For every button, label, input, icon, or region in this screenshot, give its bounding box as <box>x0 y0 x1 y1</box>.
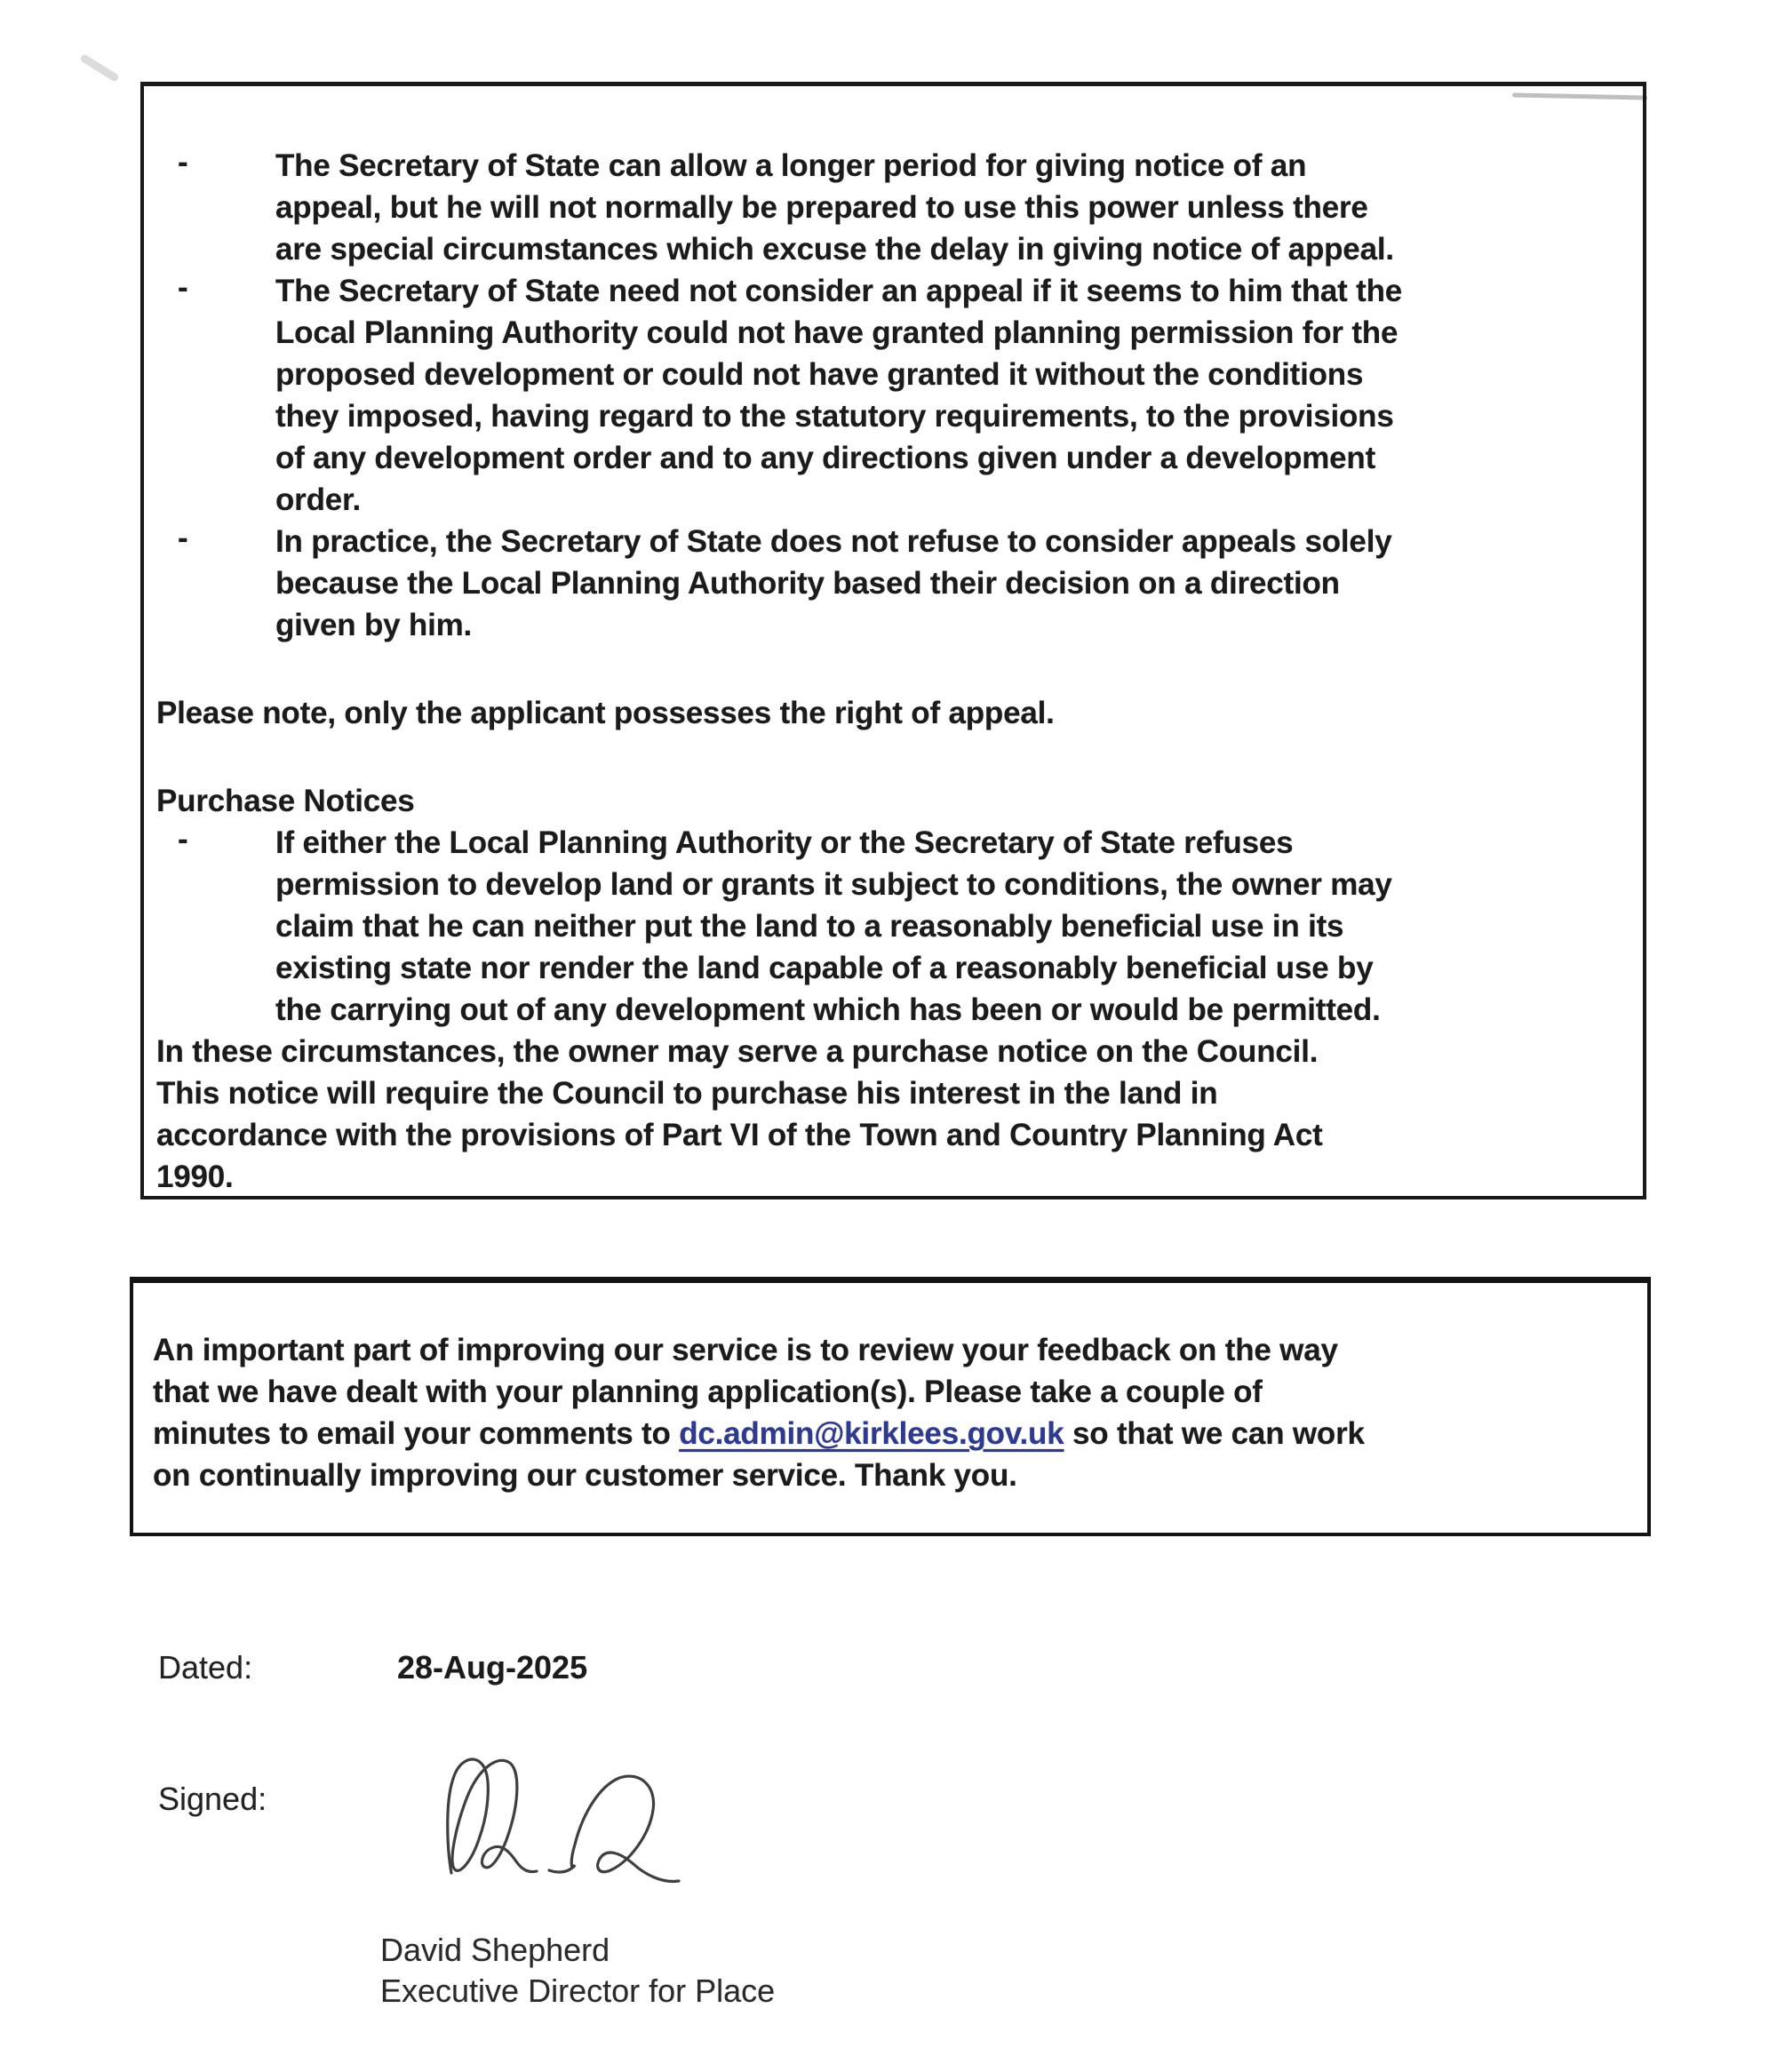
feedback-line3-after: so that we can work <box>1064 1416 1365 1451</box>
text-line: because the Local Planning Authority based their decision on a direction <box>275 566 1340 601</box>
signed-label: Signed: <box>158 1781 267 1817</box>
feedback-line3-before: minutes to email your comments to <box>153 1416 680 1451</box>
bullet-text <box>275 822 1618 1031</box>
text-line: accordance with the provisions of Part VI of the Town and Country Planning Act <box>156 1118 1323 1152</box>
signatory-name: David Shepherd <box>380 1932 610 1968</box>
text-line: 1990. <box>156 1160 234 1194</box>
text-line: If either the Local Planning Authority or the Secretary of State refuses <box>275 825 1294 860</box>
feedback-line: on continually improving our customer service. Thank you. <box>153 1458 1017 1493</box>
text-line: they imposed, having regard to the statutory requirements, to the provisions <box>275 399 1394 434</box>
bullet-dash: - <box>178 145 188 179</box>
text-line: given by him. <box>275 608 473 642</box>
text-line: appeal, but he will not normally be prepared to use this power unless there <box>275 190 1368 225</box>
bullet-text <box>275 521 1618 646</box>
signature <box>442 1749 705 1889</box>
text-line: In these circumstances, the owner may serve a purchase notice on the Council. <box>156 1034 1319 1069</box>
text-line: This notice will require the Council to purchase his interest in the land in <box>156 1076 1218 1111</box>
text-line: existing state nor render the land capable of a reasonably beneficial use by <box>275 951 1374 985</box>
feedback-line: An important part of improving our service is to review your feedback on the way <box>153 1333 1338 1367</box>
bullet-item <box>156 270 1618 521</box>
signatory-title: Executive Director for Place <box>380 1972 776 2009</box>
text-line: order. <box>275 482 362 517</box>
bullet-dash: - <box>178 822 188 857</box>
purchase-closing-paragraph <box>156 1031 1618 1198</box>
feedback-line: that we have dealt with your planning application(s). Please take a couple of <box>153 1375 1263 1409</box>
appeals-notice-box <box>140 82 1646 1199</box>
signature-scribble <box>442 1749 705 1889</box>
text-line: permission to develop land or grants it subject to conditions, the owner may <box>275 867 1392 902</box>
text-line: the carrying out of any development which has been or would be permitted. <box>275 992 1381 1027</box>
bullet-text <box>275 145 1618 270</box>
feedback-line-with-email <box>153 1413 1626 1454</box>
dated-label: Dated: <box>158 1649 253 1685</box>
text-line: claim that he can neither put the land to a reasonably beneficial use in its <box>275 909 1344 944</box>
bullet-dash: - <box>178 270 188 305</box>
text-line: The Secretary of State need not consider an appeal if it seems to him that the <box>275 274 1403 308</box>
text-line: The Secretary of State can allow a longer period for giving notice of an <box>275 148 1307 183</box>
text-line: are special circumstances which excuse the delay in giving notice of appeal. <box>275 232 1394 267</box>
date-value: 28-Aug-2025 <box>397 1649 588 1685</box>
text-line: of any development order and to any directions given under a development <box>275 441 1376 475</box>
bullet-item <box>156 822 1618 1031</box>
feedback-box <box>130 1277 1651 1536</box>
bullet-item <box>156 145 1618 270</box>
bullet-item <box>156 521 1618 646</box>
bullet-dash: - <box>178 521 188 555</box>
scan-smudge-top-left <box>79 53 119 83</box>
right-of-appeal-note: Please note, only the applicant possesses the right of appeal. <box>156 696 1055 730</box>
signatory-block <box>380 1930 775 2012</box>
text-line: In practice, the Secretary of State does not refuse to consider appeals solely <box>275 524 1392 559</box>
purchase-notices-heading: Purchase Notices <box>156 784 415 818</box>
email-link[interactable]: dc.admin@kirklees.gov.uk <box>679 1416 1064 1451</box>
bullet-text <box>275 270 1618 521</box>
text-line: proposed development or could not have granted it without the conditions <box>275 357 1364 392</box>
text-line: Local Planning Authority could not have granted planning permission for the <box>275 315 1398 350</box>
